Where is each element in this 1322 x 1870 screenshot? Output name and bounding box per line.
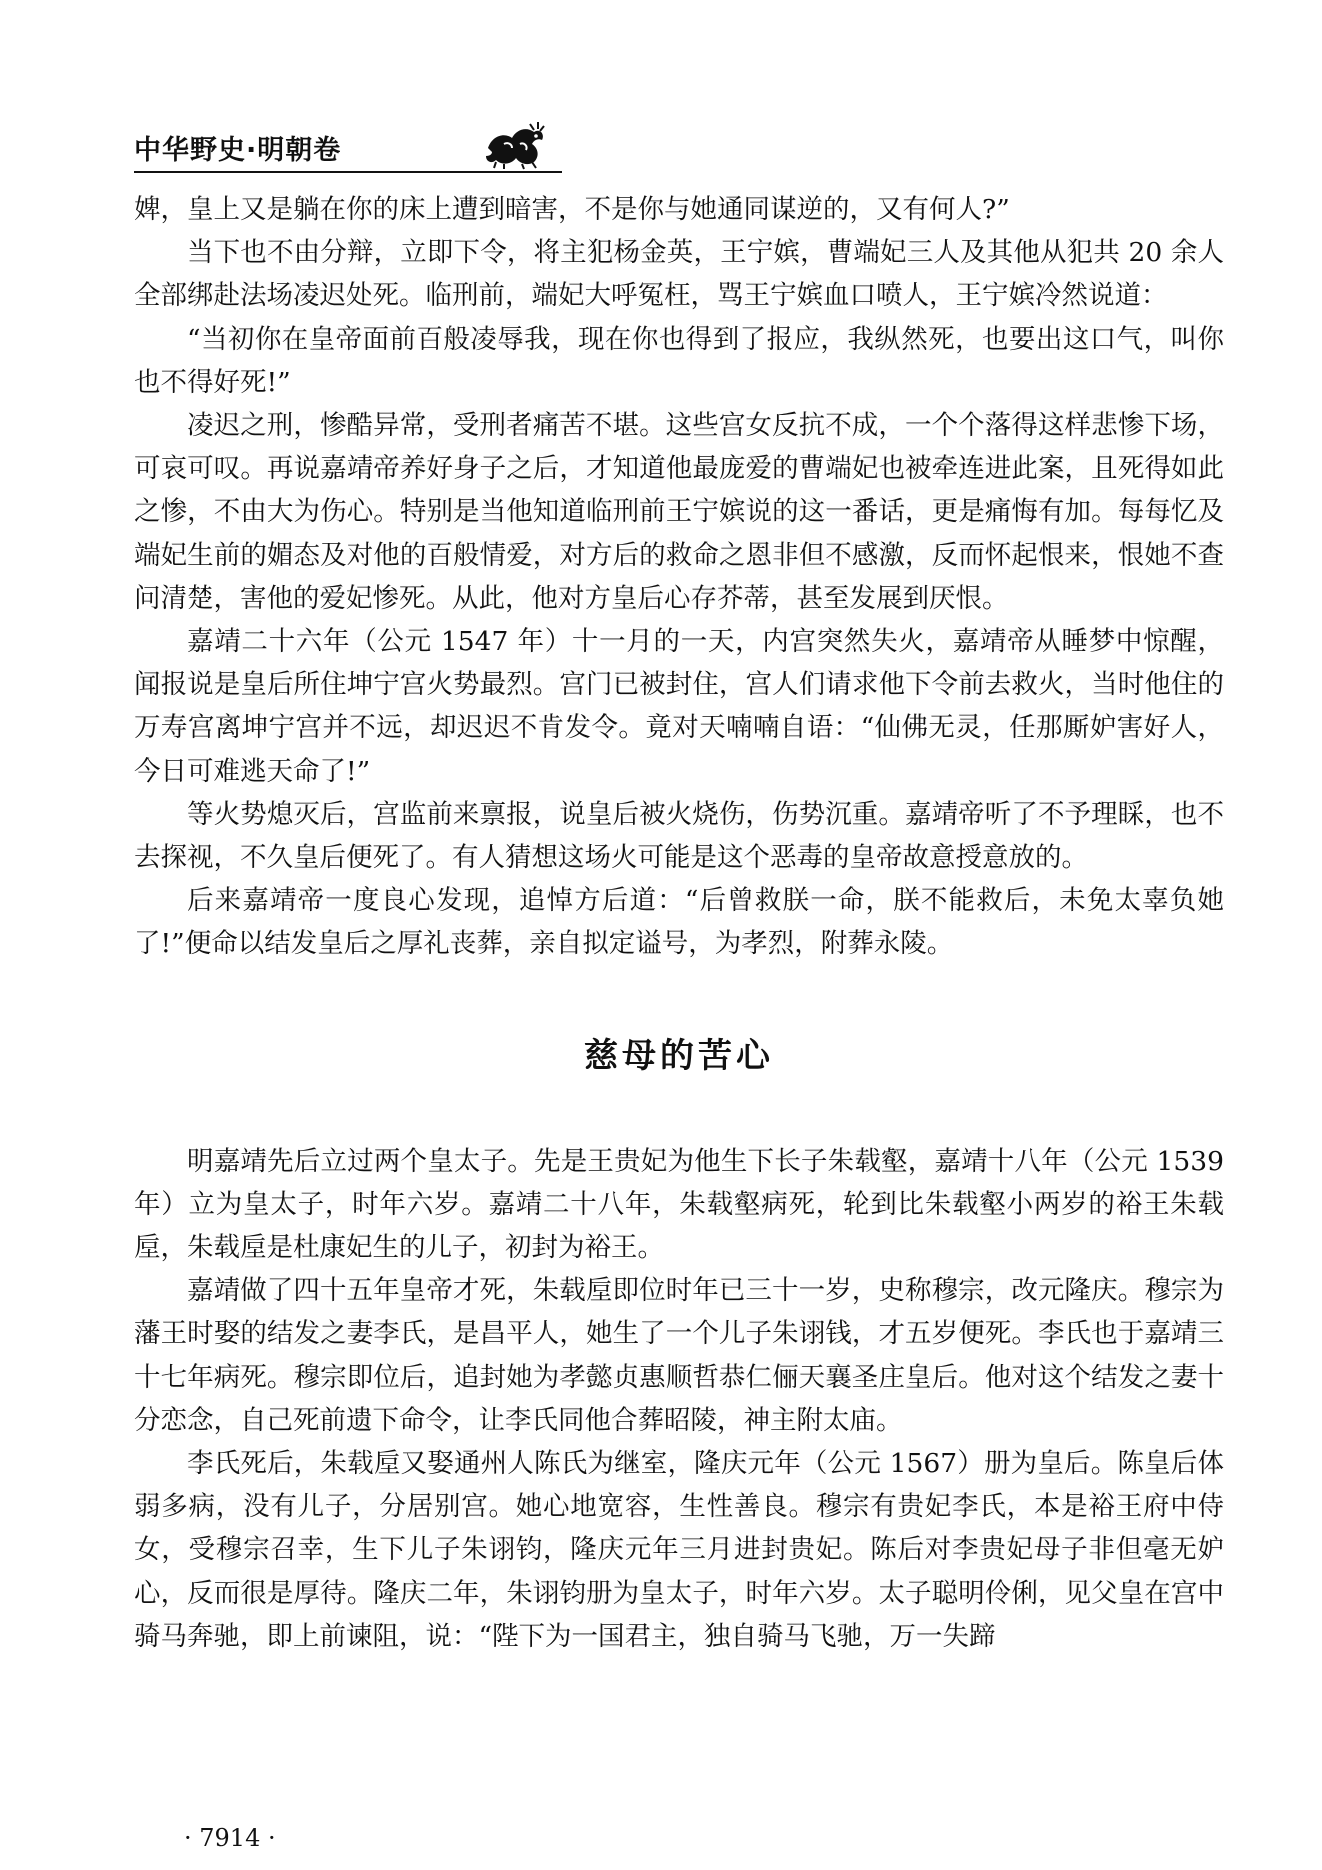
page-number: · 7914 ·: [184, 1824, 276, 1852]
dragon-ornament-icon: [482, 118, 548, 170]
paragraph: 后来嘉靖帝一度良心发现，追悼方后道：“后曾救朕一命，朕不能救后，未免太辜负她了!”便命以结发皇后之厚礼丧葬，亲自拟定谥号，为孝烈，附葬永陵。: [134, 885, 1224, 960]
paragraph: 嘉靖做了四十五年皇帝才死，朱载垕即位时年已三十一岁，史称穆宗，改元隆庆。穆宗为藩王时娶的结发之妻李氏，是昌平人，她生了一个儿子朱诩钱，才五岁便死。李氏也于嘉靖三十七年病死。穆宗即位后，追封她为孝懿贞惠顺哲恭仁俪天襄圣庄皇后。他对这个结发之妻十分恋念，自己死前遗下命令，让李氏同他合葬昭陵，神主附太庙。: [134, 1275, 1224, 1436]
paragraph: 凌迟之刑，惨酷异常，受刑者痛苦不堪。这些宫女反抗不成，一个个落得这样悲惨下场，可哀可叹。再说嘉靖帝养好身子之后，才知道他最庞爱的曹端妃也被牵连进此案，且死得如此之惨，不由大为伤心。特别是当他知道临刑前王宁嫔说的这一番话，更是痛悔有加。每每忆及端妃生前的媚态及对他的百般情爱，对方后的救命之恩非但不感激，反而怀起恨来，恨她不查问清楚，害他的爱妃惨死。从此，他对方皇后心存芥蒂，甚至发展到厌恨。: [134, 410, 1224, 614]
paragraph: 李氏死后，朱载垕又娶通州人陈氏为继室，隆庆元年（公元 1567）册为皇后。陈皇后体弱多病，没有儿子，分居别宫。她心地宽容，生性善良。穆宗有贵妃李氏，本是裕王府中侍女，受穆宗召幸，生下儿子朱诩钧，隆庆元年三月进封贵妃。陈后对李贵妃母子非但毫无妒心，反而很是厚待。隆庆二年，朱诩钧册为皇太子，时年六岁。太子聪明伶俐，见父皇在宫中骑马奔驰，即上前谏阻，说：“陛下为一国君主，独自骑马飞驰，万一失蹄: [134, 1448, 1224, 1652]
paragraph: 等火势熄灭后，宫监前来禀报，说皇后被火烧伤，伤势沉重。嘉靖帝听了不予理睬，也不去探视，不久皇后便死了。有人猜想这场火可能是这个恶毒的皇帝故意授意放的。: [134, 798, 1224, 874]
section-title: 慈母的苦心: [584, 1035, 774, 1076]
paragraph: “当初你在皇帝面前百般凌辱我，现在你也得到了报应，我纵然死，也要出这口气，叫你也不得好死!”: [134, 323, 1224, 398]
paragraph: 嘉靖二十六年（公元 1547 年）十一月的一天，内宫突然失火，嘉靖帝从睡梦中惊醒，闻报说是皇后所住坤宁宫火势最烈。宫门已被封住，宫人们请求他下令前去救火，当时他住的万寿宫离坤宁宫并不远，却迟迟不肯发令。竟对天喃喃自语：“仙佛无灵，任那厮妒害好人，今日可难逃天命了!”: [134, 626, 1224, 787]
header-rule: [134, 171, 562, 173]
paragraph: 婢，皇上又是躺在你的床上遭到暗害，不是你与她通同谋逆的，又有何人?”: [134, 194, 1010, 225]
paragraph: 当下也不由分辩，立即下令，将主犯杨金英，王宁嫔，曹端妃三人及其他从犯共 20 余人全部绑赴法场凌迟处死。临刑前，端妃大呼冤枉，骂王宁嫔血口喷人，王宁嫔冷然说道：: [134, 237, 1224, 312]
running-title: 中华野史·明朝卷: [134, 135, 342, 166]
running-head: [134, 118, 554, 178]
paragraph: 明嘉靖先后立过两个皇太子。先是王贵妃为他生下长子朱载壑，嘉靖十八年（公元 1539 年）立为皇太子，时年六岁。嘉靖二十八年，朱载壑病死，轮到比朱载壑小两岁的裕王朱载垕，朱载垕是杜康妃生的儿子，初封为裕王。: [134, 1145, 1224, 1264]
page-body: [134, 188, 1224, 1658]
